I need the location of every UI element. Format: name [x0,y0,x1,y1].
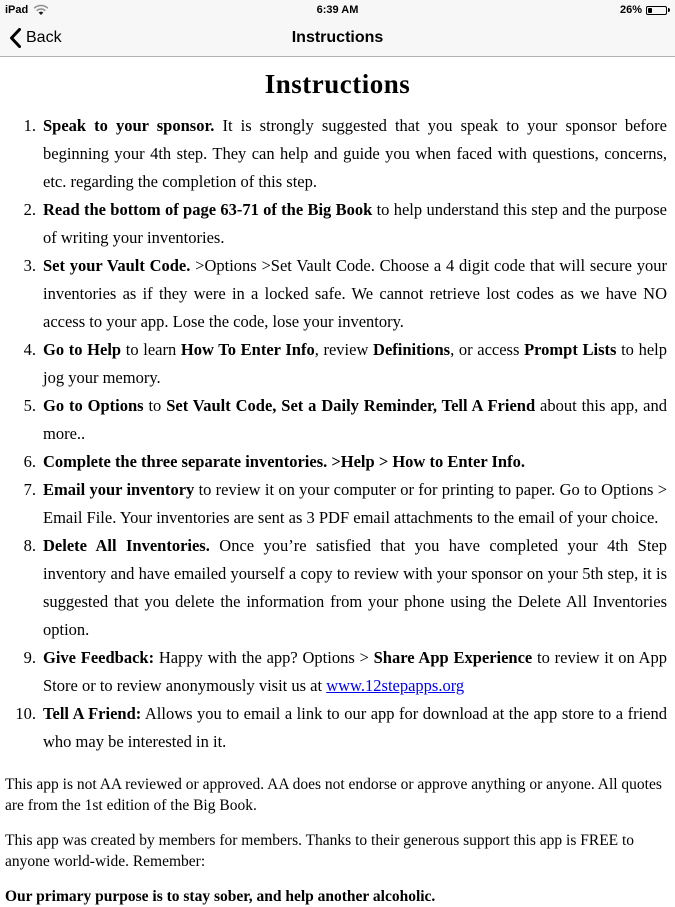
list-item-text [43,700,675,756]
body-text: , review [314,340,374,359]
status-bar [0,0,675,20]
footer-notes [5,774,669,907]
page-title: Instructions [264,69,411,99]
bold-text: Set your Vault Code. [43,256,191,275]
bold-text: Speak to your sponsor. [43,116,215,135]
list-item [0,644,675,700]
footer-paragraph [5,830,669,872]
list-item-text [43,476,675,532]
body-text: , or access [450,340,525,359]
back-button-label: Back [26,29,62,46]
bold-text: Our primary purpose is to stay sober, and help another alcoholic. [5,888,436,905]
body-text: to help understand this step and the purpose of writing your inventories. [43,200,667,247]
list-item [0,392,675,448]
list-item-number: 9. [23,648,36,667]
list-item-number: 7. [23,480,36,499]
body-text: This app was created by members for members. Thanks to their generous support this app is FREE to anyone world-wide. Remember: [5,832,635,870]
bold-text: Complete the three separate inventories. >Help > How to Enter Info. [43,452,525,471]
website-link[interactable]: www.12stepapps.org [326,676,465,695]
body-text: Happy with the app? Options > [154,648,374,667]
clock-time: 6:39 AM [316,4,359,16]
bold-text: Tell A Friend: [43,704,142,723]
list-item-number: 3. [23,256,36,275]
list-item [0,448,675,476]
list-item-text [43,196,675,252]
list-item [0,532,675,644]
body-text: to review it on App Store or to review anonymously visit us at [43,648,667,695]
list-item-text [43,112,675,196]
back-chevron-icon [9,28,21,48]
list-item-text [43,392,675,448]
body-text: Allows you to email a link to our app for download at the app store to a friend who may be interested in it. [43,704,667,751]
carrier-label: iPad [5,4,29,16]
footer-paragraph [5,886,669,907]
list-item-number: 2. [23,200,36,219]
body-text: to learn [121,340,181,359]
body-text: about this app, and more.. [43,396,667,443]
list-item-text [43,336,675,392]
bold-text: Go to Options [43,396,144,415]
instructions-page [0,69,675,907]
list-item [0,476,675,532]
nav-bar-title: Instructions [291,29,384,46]
back-button[interactable] [9,28,62,48]
bold-text: Definitions [373,340,451,359]
list-item [0,336,675,392]
body-text: to help jog your memory. [43,340,668,387]
bold-text: Prompt Lists [524,340,617,359]
list-item-number: 1. [23,116,36,135]
list-item-number: 8. [23,536,36,555]
bold-text: Share App Experience [373,648,533,667]
list-item [0,196,675,252]
list-item-number: 5. [23,396,36,415]
battery-percent-label: 26% [619,4,642,16]
bold-text: How To Enter Info [180,340,315,359]
list-item [0,252,675,336]
body-text: This app is not AA reviewed or approved. AA does not endorse or approve anything or anyone. All quotes are from the 1st edition of the Big Book. [5,776,662,814]
bold-text: Read the bottom of page 63-71 of the Big Book [43,200,373,219]
list-item-text [43,252,675,336]
body-text: Once you’re satisfied that you have completed your 4th Step inventory and have emailed yourself a copy to review with your sponsor on your 5th step, it is suggested that you delete the information from your phone using the Delete All Inventories option. [43,536,667,639]
body-text: It is strongly suggested that you speak to your sponsor before beginning your 4th step. They can help and guide you when faced with questions, concerns, etc. regarding the completion of this step. [43,116,667,191]
bold-text: Email your inventory [43,480,195,499]
list-item-text [43,532,675,644]
footer-paragraph [5,774,669,816]
list-item-text [43,644,675,700]
list-item-number: 6. [23,452,36,471]
list-item [0,700,675,756]
body-text: to [143,396,167,415]
list-item-number: 10. [15,704,36,723]
list-item [0,112,675,196]
list-item-number: 4. [23,340,36,359]
bold-text: Set Vault Code, Set a Daily Reminder, Tell A Friend [166,396,536,415]
body-text: to review it on your computer or for printing to paper. Go to Options > Email File. Your inventories are sent as 3 PDF email attachments to the email of your choice. [43,480,668,527]
bold-text: Give Feedback: [43,648,155,667]
bold-text: Delete All Inventories. [43,536,210,555]
body-text: >Options >Set Vault Code. Choose a 4 digit code that will secure your inventories as if they were in a locked safe. We cannot retrieve lost codes as we have NO access to your app. Lose the code, lose your inventory. [43,256,667,331]
list-item-text [43,448,675,476]
bold-text: Go to Help [43,340,122,359]
navigation-bar [0,20,675,57]
instructions-list [0,112,675,756]
